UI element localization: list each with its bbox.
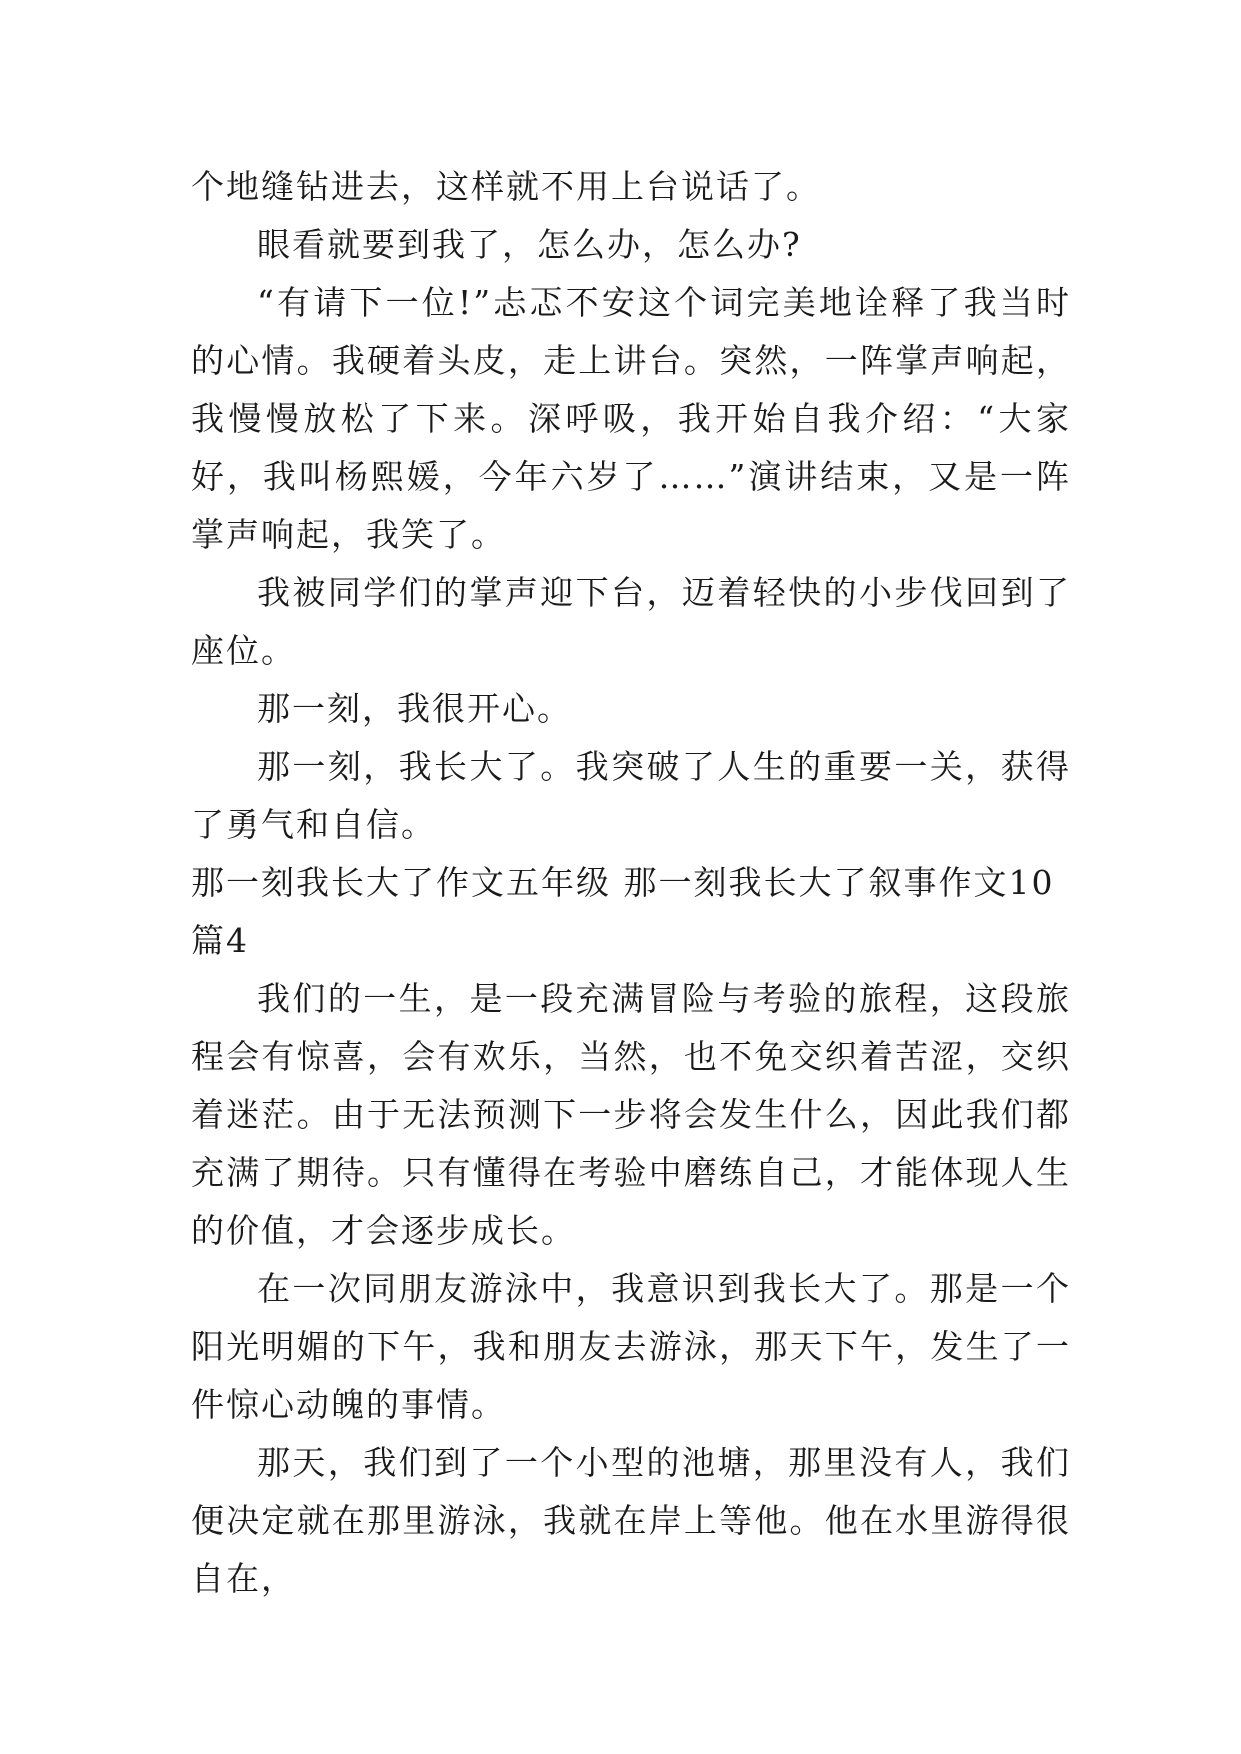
section-heading: 那一刻我长大了作文五年级 那一刻我长大了叙事作文10篇4	[191, 863, 1055, 960]
paragraph: 那一刻，我长大了。我突破了人生的重要一关，获得了勇气和自信。	[191, 747, 1071, 844]
paragraph: 我被同学们的掌声迎下台，迈着轻快的小步伐回到了座位。	[191, 573, 1071, 670]
document-page	[191, 158, 1071, 1608]
paragraph: 那一刻，我很开心。	[257, 689, 572, 728]
paragraph: 个地缝钻进去，这样就不用上台说话了。	[191, 167, 821, 206]
paragraph: 眼看就要到我了，怎么办，怎么办?	[257, 225, 802, 264]
paragraph: “有请下一位!”忐忑不安这个词完美地诠释了我当时的心情。我硬着头皮，走上讲台。突然，一阵掌声响起，我慢慢放松了下来。深呼吸，我开始自我介绍：“大家好，我叫杨熙媛，今年六岁了……”演讲结束，又是一阵掌声响起，我笑了。	[191, 283, 1071, 554]
paragraph: 那天，我们到了一个小型的池塘，那里没有人，我们便决定就在那里游泳，我就在岸上等他。他在水里游得很自在，	[191, 1443, 1071, 1598]
paragraph: 在一次同朋友游泳中，我意识到我长大了。那是一个阳光明媚的下午，我和朋友去游泳，那天下午，发生了一件惊心动魄的事情。	[191, 1269, 1071, 1424]
paragraph: 我们的一生，是一段充满冒险与考验的旅程，这段旅程会有惊喜，会有欢乐，当然，也不免交织着苦涩，交织着迷茫。由于无法预测下一步将会发生什么，因此我们都充满了期待。只有懂得在考验中磨练自己，才能体现人生的价值，才会逐步成长。	[191, 979, 1071, 1250]
